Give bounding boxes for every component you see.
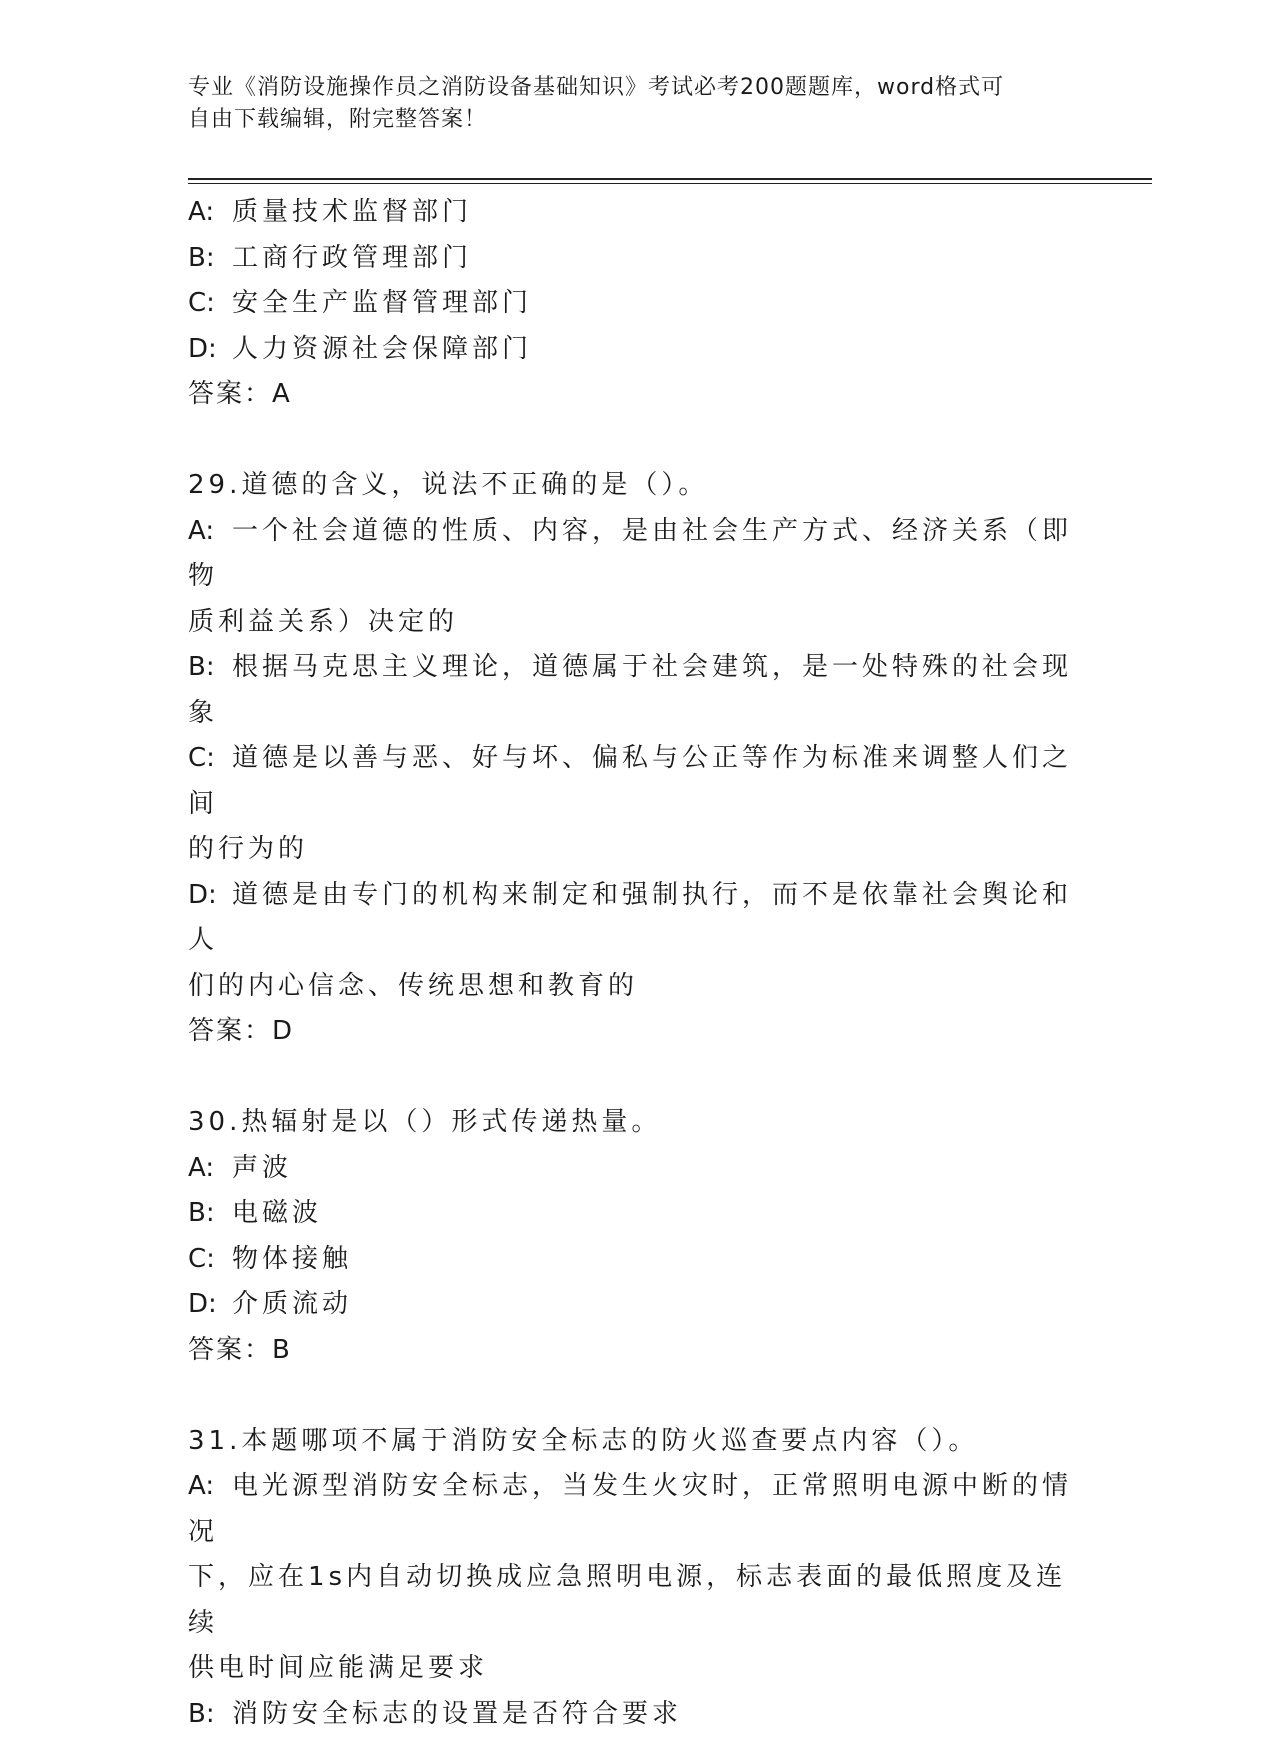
option-a-continued: 下，应在1s内自动切换成应急照明电源，标志表面的最低照度及连续 [188,1555,1078,1646]
option-b: B: 电磁波 [188,1191,1078,1237]
option-a: A: 一个社会道德的性质、内容，是由社会生产方式、经济关系（即物 [188,509,1078,600]
option-c: C: 物体接触 [188,1237,1078,1283]
question-28-continued [188,190,1078,418]
option-a: A: 质量技术监督部门 [188,190,1078,236]
option-c-continued: 的行为的 [188,827,1078,873]
header-title-line-1: 专业《消防设施操作员之消防设备基础知识》考试必考200题题库，word格式可 [188,72,1068,104]
header-title-line-2: 自由下载编辑，附完整答案！ [188,104,1068,136]
option-b: B: 工商行政管理部门 [188,236,1078,282]
question-29 [188,463,1078,1055]
document-header [188,72,1068,136]
answer: 答案：D [188,1009,1078,1055]
header-divider-thin [188,183,1152,184]
option-a-continued: 质利益关系）决定的 [188,600,1078,646]
question-stem: 30.热辐射是以（）形式传递热量。 [188,1100,1078,1146]
question-stem: 29.道德的含义，说法不正确的是（）。 [188,463,1078,509]
question-list [188,190,1078,1737]
question-stem: 31.本题哪项不属于消防安全标志的防火巡查要点内容（）。 [188,1419,1078,1465]
question-30 [188,1100,1078,1373]
option-d-continued: 们的内心信念、传统思想和教育的 [188,964,1078,1010]
option-a: A: 电光源型消防安全标志，当发生火灾时，正常照明电源中断的情况 [188,1464,1078,1555]
option-d: D: 人力资源社会保障部门 [188,327,1078,373]
question-31 [188,1419,1078,1737]
answer: 答案：A [188,372,1078,418]
option-c: C: 安全生产监督管理部门 [188,281,1078,327]
answer: 答案：B [188,1328,1078,1374]
option-d: D: 道德是由专门的机构来制定和强制执行，而不是依靠社会舆论和人 [188,873,1078,964]
option-c: C: 道德是以善与恶、好与坏、偏私与公正等作为标准来调整人们之间 [188,736,1078,827]
option-a-continued: 供电时间应能满足要求 [188,1646,1078,1692]
header-divider-thick [188,178,1152,180]
option-a: A: 声波 [188,1146,1078,1192]
option-b: B: 根据马克思主义理论，道德属于社会建筑，是一处特殊的社会现象 [188,645,1078,736]
option-d: D: 介质流动 [188,1282,1078,1328]
option-b: B: 消防安全标志的设置是否符合要求 [188,1692,1078,1737]
